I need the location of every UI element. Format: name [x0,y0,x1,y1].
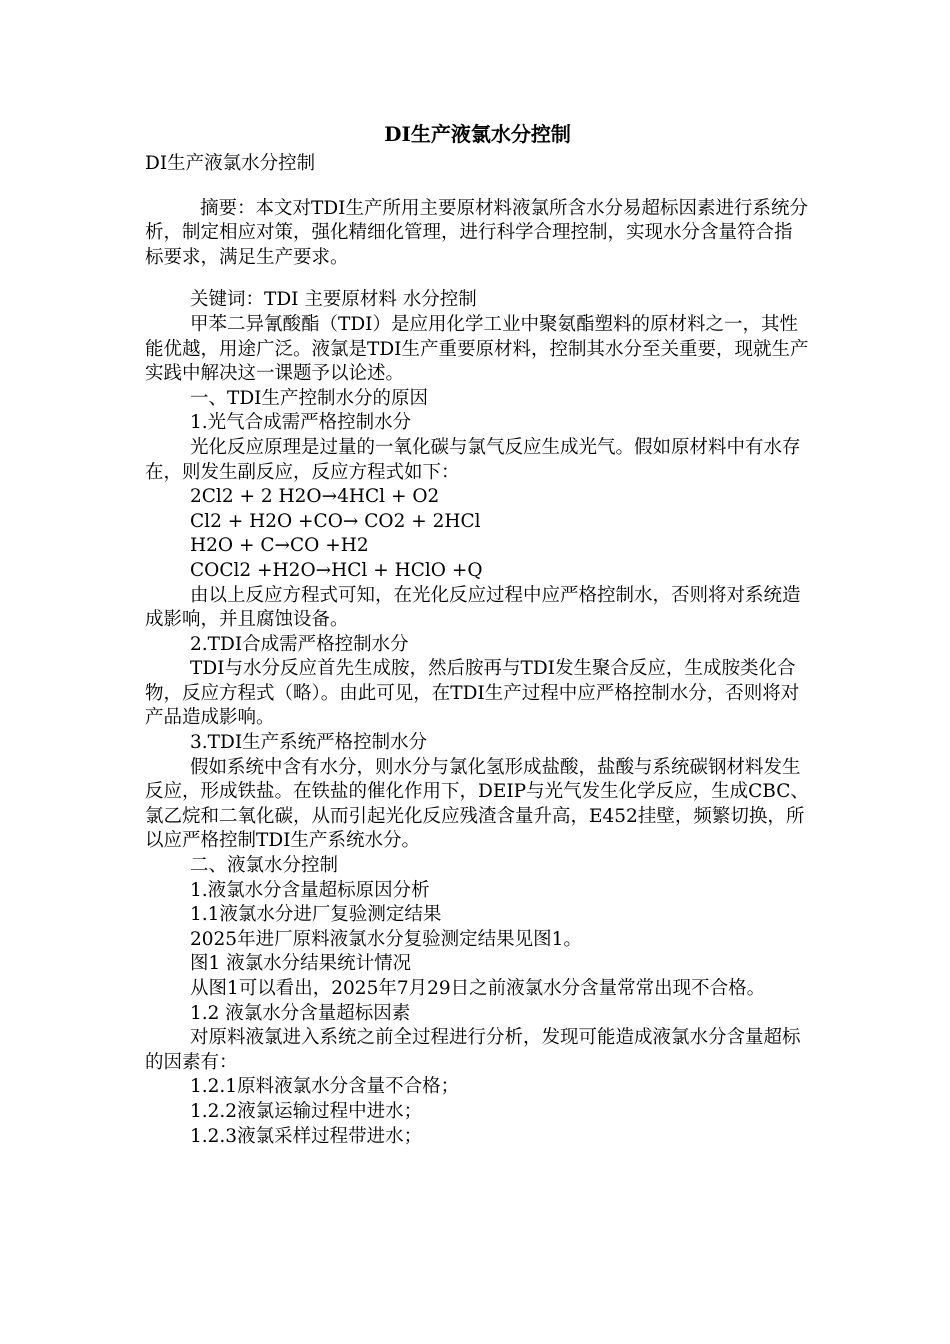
equation-line: Cl2 + H2O +CO→ CO2 + 2HCl [190,510,481,532]
body-paragraph: 对原料液氯进入系统之前全过程进行分析，发现可能造成液氯水分含量超标的因素有： [145,1027,801,1073]
figure-caption: 图1 液氯水分结果统计情况 [190,953,412,975]
subsection-heading: 2.TDI合成需严格控制水分 [190,633,409,655]
section-heading: 一、TDI生产控制水分的原因 [190,387,428,409]
subsection-heading: 3.TDI生产系统严格控制水分 [190,732,428,754]
subsection-heading: 1.光气合成需严格控制水分 [190,412,412,434]
body-paragraph: 假如系统中含有水分，则水分与氯化氢形成盐酸，盐酸与系统碳钢材料发生反应，形成铁盐。在铁盐的催化作用下，DEIP与光气发生化学反应，生成CBC、氯乙烷和二氧化碳，从而引起光化反应残渣含量升高，E452挂壁，频繁切换，所以应严格控制TDI生产系统水分。 [145,756,809,852]
subsection-heading: 1.液氯水分含量超标原因分析 [190,879,430,901]
body-paragraph: 甲苯二异氰酸酯（TDI）是应用化学工业中聚氨酯塑料的原材料之一，其性能优越，用途广泛。液氯是TDI生产重要原材料，控制其水分至关重要，现就生产实践中解决这一课题予以论述。 [145,313,809,385]
equation-line: 2Cl2 + 2 H2O→4HCl + O2 [190,486,440,508]
spacer [145,177,810,197]
body-paragraph: 从图1可以看出，2025年7月29日之前液氯水分含量常常出现不合格。 [190,978,766,999]
list-item: 1.2.1原料液氯水分含量不合格； [190,1076,460,1098]
section-heading: 二、液氯水分控制 [190,855,339,877]
equation-line: H2O + C→CO +H2 [190,535,369,557]
body-paragraph: TDI与水分反应首先生成胺，然后胺再与TDI发生聚合反应，生成胺类化合物，反应方程式（略）。由此可见，在TDI生产过程中应严格控制水分，否则将对产品造成影响。 [145,658,800,729]
document-title: DI生产液氯水分控制 [384,122,571,146]
list-item: 1.2.2液氯运输过程中进水； [190,1100,423,1122]
body-paragraph: 2025年进厂原料液氯水分复验测定结果见图1。 [190,928,582,950]
subsection-heading: 1.1液氯水分进厂复验测定结果 [190,904,442,926]
spacer [145,270,810,288]
equation-line: COCl2 +H2O→HCl + HClO +Q [190,559,483,581]
keywords-line: 关键词：TDI 主要原材料 水分控制 [190,289,477,311]
document-subtitle: DI生产液氯水分控制 [145,153,316,174]
abstract-paragraph: 摘要：本文对TDI生产所用主要原材料液氯所含水分易超标因素进行系统分析，制定相应对策，强化精细化管理，进行科学合理控制，实现水分含量符合指标要求，满足生产要求。 [145,197,808,268]
body-paragraph: 光化反应原理是过量的一氧化碳与氯气反应生成光气。假如原材料中有水存在，则发生副反应，反应方程式如下： [145,436,801,483]
subsection-heading: 1.2 液氯水分含量超标因素 [190,1002,411,1024]
list-item: 1.2.3液氯采样过程带进水； [190,1125,423,1147]
body-paragraph: 由以上反应方程式可知，在光化反应过程中应严格控制水，否则将对系统造成影响，并且腐蚀设备。 [145,584,801,631]
